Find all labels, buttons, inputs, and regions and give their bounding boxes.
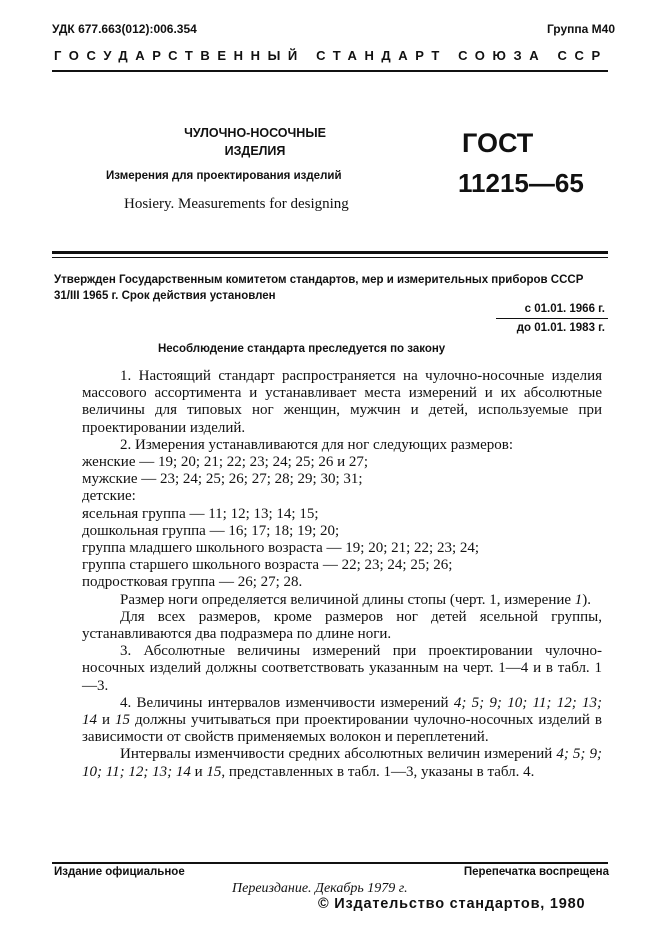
gost-number: 11215—65 [458, 168, 584, 198]
paragraph-size [82, 592, 602, 609]
paragraph-1: 1. Настоящий стандарт распространяется на чулочно-носочные изделия массового ассортимента и устанавливает места измерений и их абсолютные величины для типовых ног женщин, мужчин и детей, используемые при проектировании изделий. [82, 368, 602, 436]
p5-text-and: и [190, 763, 207, 780]
paragraph-5 [82, 746, 602, 780]
list-nursery: ясельная группа — 11; 12; 13; 14; 15; [82, 505, 319, 522]
size-text-italic: 1 [574, 591, 583, 608]
list-junior-school: группа младшего школьного возраста — 19; 20; 21; 22; 23; 24; [82, 540, 480, 557]
paragraph-subsizes: Для всех размеров, кроме размеров ног детей ясельной группы, устанавливаются два подразмера по длине ноги. [82, 608, 602, 643]
list-preschool: дошкольная группа — 16; 17; 18; 19; 20; [82, 522, 340, 539]
udk-code: УДК 677.663(012):006.354 [52, 22, 197, 36]
body-text [82, 368, 602, 781]
footer-rule [52, 862, 608, 864]
size-text-a: Размер ноги определяется величиной длины стопы (черт. 1, измерение [120, 591, 575, 608]
p5-text-b: , представленных в табл. 1—3, указаны в табл. 4. [221, 763, 535, 780]
p5-text-italic-2: 15 [206, 763, 222, 780]
validity-date-from: с 01.01. 1966 г. [524, 303, 605, 315]
list-teen: подростковая группа — 26; 27; 28. [82, 574, 303, 591]
p5-text-italic: 4; 5; 9; 10; 11; 12; 13; 14 [82, 746, 602, 780]
legal-warning: Несоблюдение стандарта преследуется по закону [158, 343, 446, 355]
title-rule-thin [52, 257, 608, 258]
list-women: женские — 19; 20; 21; 22; 23; 24; 25; 26 и 27; [82, 454, 369, 471]
list-men: мужские — 23; 24; 25; 26; 27; 28; 29; 30; 31; [82, 471, 363, 488]
list-children: детские: [82, 488, 136, 505]
approval-text: Утвержден Государственным комитетом стандартов, мер и измерительных приборов СССР 31/III 1965 г. Срок действия установлен [54, 274, 584, 302]
paragraph-4 [82, 695, 602, 747]
gost-label: ГОСТ [462, 128, 534, 158]
english-title: Hosiery. Measurements for designing [124, 196, 349, 212]
reprint-notice: Перепечатка воспрещена [463, 866, 609, 878]
state-standard-banner: ГОСУДАРСТВЕННЫЙ СТАНДАРТ СОЮЗА ССР [54, 48, 608, 63]
validity-date-to: до 01.01. 1983 г. [516, 322, 605, 334]
p5-text-a: Интервалы изменчивости средних абсолютных величин измерений [120, 746, 557, 763]
title-line-2: ИЗДЕЛИЯ [224, 144, 286, 158]
p4-text-italic: 4; 5; 9; 10; 11; 12; 13; 14 [82, 694, 603, 729]
date-underline [496, 318, 608, 319]
p4-text-and: и [97, 712, 116, 729]
p4-text-italic-2: 15 [115, 712, 131, 729]
list-senior-school: группа старшего школьного возраста — 22; 23; 24; 25; 26; [82, 557, 453, 574]
copyright: © Издательство стандартов, 1980 [318, 896, 586, 912]
reissue-note: Переиздание. Декабрь 1979 г. [232, 881, 408, 896]
group-code: Группа М40 [546, 22, 615, 36]
document-title [160, 124, 350, 160]
p4-text-b: должны учитываться при проектировании чулочно-носочных изделий в зависимости от свойств применяемых волокон и переплетений. [82, 712, 602, 746]
top-rule [52, 70, 608, 72]
document-subtitle: Измерения для проектирования изделий [106, 170, 342, 182]
official-edition: Издание официальное [54, 866, 185, 878]
title-line-1: ЧУЛОЧНО-НОСОЧНЫЕ [184, 126, 326, 140]
paragraph-3: 3. Абсолютные величины измерений при проектировании чулочно-носочных изделий должны соответствовать указанным на черт. 1—4 и в табл. 1—3. [82, 643, 602, 694]
paragraph-2: 2. Измерения устанавливаются для ног следующих размеров: [120, 436, 514, 453]
title-rule-thick [52, 251, 608, 254]
p4-text-a: 4. Величины интервалов изменчивости измерений [120, 694, 454, 711]
size-text-b: ). [582, 591, 592, 608]
